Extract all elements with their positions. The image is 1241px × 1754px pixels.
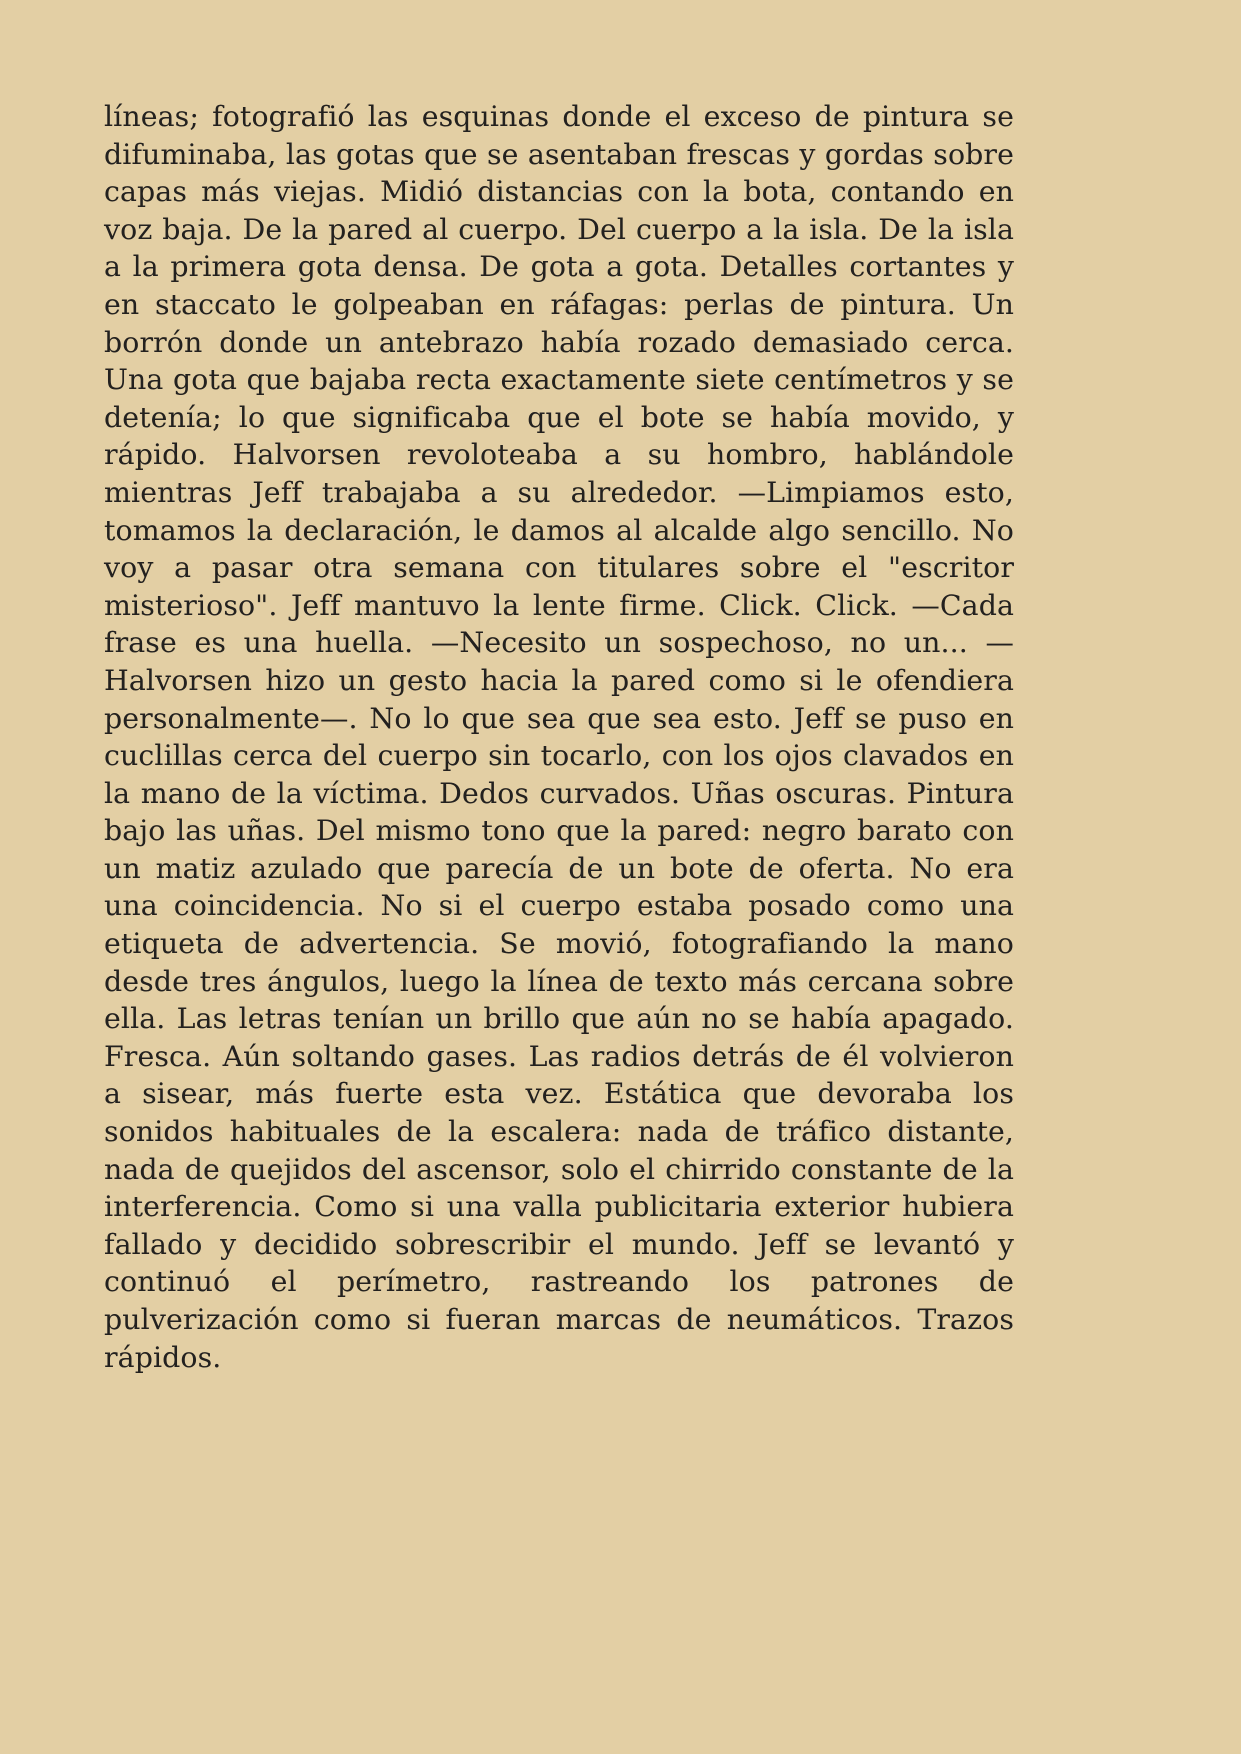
body-text-column <box>104 98 1014 1376</box>
body-paragraph: líneas; fotografió las esquinas donde el exceso de pintura se difuminaba, las gotas que se asentaban frescas y gordas sobre capas más viejas. Midió distancias con la bota, contando en voz baja. De la pared al cuerpo. Del cuerpo a la isla. De la isla a la primera gota densa. De gota a gota. Detalles cortantes y en staccato le golpeaban en ráfagas: perlas de pintura. Un borrón donde un antebrazo había rozado demasiado cerca. Una gota que bajaba recta exactamente siete centímetros y se detenía; lo que significaba que el bote se había movido, y rápido. Halvorsen revoloteaba a su hombro, hablándole mientras Jeff trabajaba a su alrededor. —Limpiamos esto, tomamos la declaración, le damos al alcalde algo sencillo. No voy a pasar otra semana con titulares sobre el "escritor misterioso". Jeff mantuvo la lente firme. Click. Click. —Cada frase es una huella. —Necesito un sospechoso, no un... —Halvorsen hizo un gesto hacia la pared como si le ofendiera personalmente—. No lo que sea que sea esto. Jeff se puso en cuclillas cerca del cuerpo sin tocarlo, con los ojos clavados en la mano de la víctima. Dedos curvados. Uñas oscuras. Pintura bajo las uñas. Del mismo tono que la pared: negro barato con un matiz azulado que parecía de un bote de oferta. No era una coincidencia. No si el cuerpo estaba posado como una etiqueta de advertencia. Se movió, fotografiando la mano desde tres ángulos, luego la línea de texto más cercana sobre ella. Las letras tenían un brillo que aún no se había apagado. Fresca. Aún soltando gases. Las radios detrás de él volvieron a sisear, más fuerte esta vez. Estática que devoraba los sonidos habituales de la escalera: nada de tráfico distante, nada de quejidos del ascensor, solo el chirrido constante de la interferencia. Como si una valla publicitaria exterior hubiera fallado y decidido sobrescribir el mundo. Jeff se levantó y continuó el perímetro, rastreando los patrones de pulverización como si fueran marcas de neumáticos. Trazos rápidos. <box>104 100 1014 1374</box>
